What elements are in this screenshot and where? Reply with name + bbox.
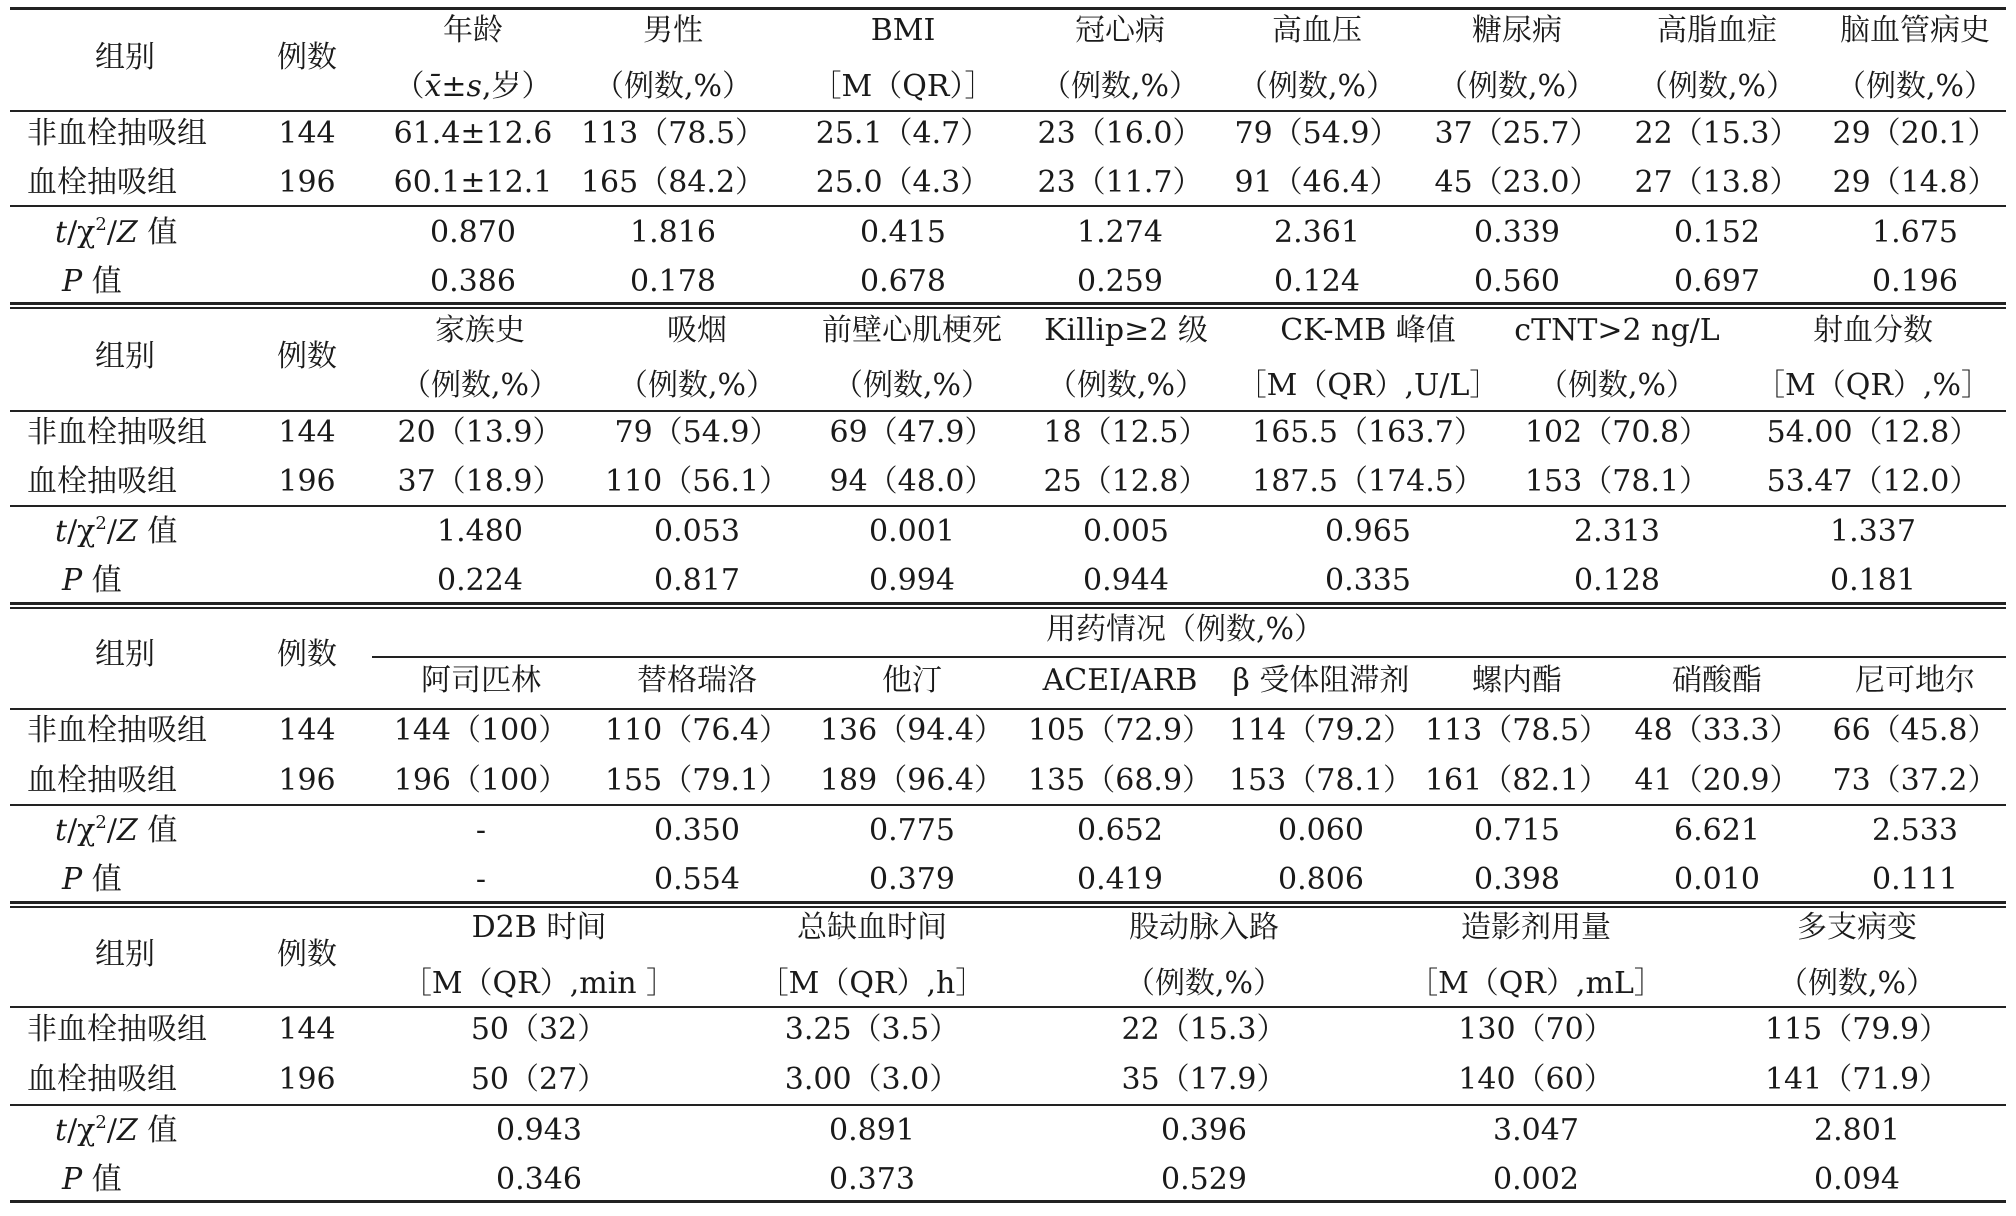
- col-header-beta-blocker: β 受体阻滞剂: [1232, 663, 1410, 698]
- col-header-statin: 他汀: [882, 663, 942, 698]
- s1-b-hyperlipidemia: 27（13.8）: [1634, 165, 1800, 200]
- stat-row-label: $t/\chi^2/Z$ 值: [55, 1112, 178, 1148]
- s1-p-age: 0.386: [430, 264, 516, 299]
- p-row-label: P 值: [62, 1162, 122, 1197]
- col-header-age: 年龄: [443, 13, 503, 48]
- stat-row-label: $t/\chi^2/Z$ 值: [55, 214, 178, 250]
- row-label-group-b: 血栓抽吸组: [27, 464, 177, 499]
- s2-stat-killip: 0.005: [1083, 514, 1169, 549]
- rule-header-4: [10, 1006, 2006, 1008]
- s3-b-aspirin: 196（100）: [393, 763, 569, 798]
- col-header-aspirin: 阿司匹林: [421, 663, 541, 698]
- s1-a-hypertension: 79（54.9）: [1234, 116, 1400, 151]
- col-header-smoking: 吸烟: [667, 313, 727, 348]
- s3-a-spironolactone: 113（78.5）: [1424, 713, 1610, 748]
- s2-a-ctnt: 102（70.8）: [1524, 415, 1710, 450]
- s3-b-nicorandil: 73（37.2）: [1832, 763, 1998, 798]
- s3-b-acei-arb: 135（68.9）: [1027, 763, 1213, 798]
- s3-a-beta-blocker: 114（79.2）: [1228, 713, 1414, 748]
- s1-p-diabetes: 0.560: [1474, 264, 1560, 299]
- s1-b-diabetes: 45（23.0）: [1434, 165, 1600, 200]
- s1-p-bmi: 0.678: [860, 264, 946, 299]
- s3-b-beta-blocker: 153（78.1）: [1228, 763, 1414, 798]
- s4-a-d2b-time: 50（32）: [470, 1012, 608, 1047]
- s3-p-nicorandil: 0.111: [1872, 862, 1958, 897]
- col-subheader-ctnt: （例数,%）: [1537, 368, 1697, 403]
- s4-a-femoral-access: 22（15.3）: [1121, 1012, 1287, 1047]
- p-row-label: P 值: [62, 862, 122, 897]
- s3-b-spironolactone: 161（82.1）: [1424, 763, 1610, 798]
- col-subheader-hypertension: （例数,%）: [1237, 69, 1397, 104]
- s2-b-anterior-mi: 94（48.0）: [829, 464, 995, 499]
- col-header-nicorandil: 尼可地尔: [1855, 663, 1975, 698]
- col-header-male: 男性: [643, 13, 703, 48]
- row-count-group-a: 144: [278, 116, 336, 151]
- s1-p-cerebrovascular: 0.196: [1872, 264, 1958, 299]
- s4-a-ischemia-time: 3.25（3.5）: [784, 1012, 960, 1047]
- s2-stat-ejection-fraction: 1.337: [1830, 514, 1916, 549]
- s3-p-spironolactone: 0.398: [1474, 862, 1560, 897]
- row-label-group-a: 非血栓抽吸组: [27, 116, 207, 151]
- col-header-d2b-time: D2B 时间: [471, 910, 607, 945]
- col-subheader-hyperlipidemia: （例数,%）: [1637, 69, 1797, 104]
- s3-p-nitrate: 0.010: [1674, 862, 1760, 897]
- s2-b-ejection-fraction: 53.47（12.0）: [1766, 464, 1980, 499]
- col-subheader-ischemia-time: ［M（QR）,h］: [758, 966, 986, 1001]
- rule-header-2: [10, 410, 2006, 412]
- s1-a-cerebrovascular: 29（20.1）: [1832, 116, 1998, 151]
- col-header-cerebrovascular: 脑血管病史: [1840, 13, 1990, 48]
- p-row-label: P 值: [62, 563, 122, 598]
- s1-p-chd: 0.259: [1077, 264, 1163, 299]
- s3-b-statin: 189（96.4）: [819, 763, 1005, 798]
- s1-b-bmi: 25.0（4.3）: [815, 165, 991, 200]
- rule-header-1: [10, 110, 2006, 112]
- s1-b-male: 165（84.2）: [580, 165, 766, 200]
- s4-p-femoral-access: 0.529: [1161, 1162, 1247, 1197]
- col-subheader-ejection-fraction: ［M（QR）,%］: [1755, 368, 1991, 403]
- s3-a-statin: 136（94.4）: [819, 713, 1005, 748]
- s4-b-contrast-volume: 140（60）: [1458, 1062, 1614, 1097]
- col-subheader-smoking: （例数,%）: [617, 368, 777, 403]
- col-header-ctnt: cTNT>2 ng/L: [1514, 313, 1720, 348]
- s3-a-nicorandil: 66（45.8）: [1832, 713, 1998, 748]
- rule-top: [10, 7, 2006, 10]
- s2-b-ctnt: 153（78.1）: [1524, 464, 1710, 499]
- s1-p-hypertension: 0.124: [1274, 264, 1360, 299]
- s1-a-hyperlipidemia: 22（15.3）: [1634, 116, 1800, 151]
- s4-stat-multivessel: 2.801: [1814, 1113, 1900, 1148]
- s3-a-acei-arb: 105（72.9）: [1027, 713, 1213, 748]
- col-subheader-chd: （例数,%）: [1040, 69, 1200, 104]
- s1-stat-hyperlipidemia: 0.152: [1674, 215, 1760, 250]
- rule-section-3: [10, 901, 2006, 904]
- s4-b-femoral-access: 35（17.9）: [1121, 1062, 1287, 1097]
- s1-a-chd: 23（16.0）: [1037, 116, 1203, 151]
- rule-section-1b: [10, 307, 2006, 309]
- s3-a-ticagrelor: 110（76.4）: [604, 713, 790, 748]
- s4-b-d2b-time: 50（27）: [470, 1062, 608, 1097]
- s2-p-ckmb: 0.335: [1325, 563, 1411, 598]
- s4-p-ischemia-time: 0.373: [829, 1162, 915, 1197]
- s2-p-family-history: 0.224: [437, 563, 523, 598]
- s1-p-hyperlipidemia: 0.697: [1674, 264, 1760, 299]
- col-subheader-multivessel: （例数,%）: [1777, 966, 1937, 1001]
- col-header-spironolactone: 螺内酯: [1472, 663, 1562, 698]
- s3-stat-spironolactone: 0.715: [1474, 813, 1560, 848]
- col-header-hypertension: 高血压: [1272, 13, 1362, 48]
- col-subheader-age: （x̄±s,岁）: [394, 69, 552, 104]
- s2-b-ckmb: 187.5（174.5）: [1252, 464, 1484, 499]
- row-count-group-a: 144: [278, 1012, 336, 1047]
- s4-b-ischemia-time: 3.00（3.0）: [784, 1062, 960, 1097]
- col-header-ticagrelor: 替格瑞洛: [637, 663, 757, 698]
- s4-stat-contrast-volume: 3.047: [1493, 1113, 1579, 1148]
- col-header-family-history: 家族史: [435, 313, 525, 348]
- col-subheader-contrast-volume: ［M（QR）,mL］: [1408, 966, 1664, 1001]
- s2-stat-smoking: 0.053: [654, 514, 740, 549]
- group-header: 组别: [95, 40, 155, 75]
- s2-p-ctnt: 0.128: [1574, 563, 1660, 598]
- s1-stat-male: 1.816: [630, 215, 716, 250]
- rule-section-2: [10, 602, 2006, 605]
- s2-stat-ctnt: 2.313: [1574, 514, 1660, 549]
- rule-data-4: [10, 1104, 2006, 1106]
- col-header-contrast-volume: 造影剂用量: [1461, 910, 1611, 945]
- s4-p-d2b-time: 0.346: [496, 1162, 582, 1197]
- s3-stat-nitrate: 6.621: [1674, 813, 1760, 848]
- s1-a-bmi: 25.1（4.7）: [815, 116, 991, 151]
- s3-a-aspirin: 144（100）: [393, 713, 569, 748]
- row-count-group-a: 144: [278, 415, 336, 450]
- s3-a-nitrate: 48（33.3）: [1634, 713, 1800, 748]
- row-label-group-b: 血栓抽吸组: [27, 1062, 177, 1097]
- col-header-killip: Killip≥2 级: [1044, 313, 1208, 348]
- s4-a-multivessel: 115（79.9）: [1764, 1012, 1950, 1047]
- col-header-ischemia-time: 总缺血时间: [797, 910, 947, 945]
- s1-stat-age: 0.870: [430, 215, 516, 250]
- col-subheader-cerebrovascular: （例数,%）: [1835, 69, 1995, 104]
- col-subheader-killip: （例数,%）: [1046, 368, 1206, 403]
- count-header: 例数: [277, 40, 337, 75]
- col-header-ejection-fraction: 射血分数: [1813, 313, 1933, 348]
- s1-p-male: 0.178: [630, 264, 716, 299]
- row-count-group-b: 196: [278, 464, 336, 499]
- s1-a-male: 113（78.5）: [580, 116, 766, 151]
- col-subheader-bmi: ［M（QR）］: [811, 69, 995, 104]
- count-header: 例数: [277, 339, 337, 374]
- s3-b-ticagrelor: 155（79.1）: [604, 763, 790, 798]
- group-header: 组别: [95, 937, 155, 972]
- rule-section-2b: [10, 607, 2006, 609]
- col-header-chd: 冠心病: [1075, 13, 1165, 48]
- row-count-group-a: 144: [278, 713, 336, 748]
- s3-b-nitrate: 41（20.9）: [1634, 763, 1800, 798]
- s2-stat-ckmb: 0.965: [1325, 514, 1411, 549]
- s2-b-smoking: 110（56.1）: [604, 464, 790, 499]
- row-count-group-b: 196: [278, 165, 336, 200]
- s2-b-family-history: 37（18.9）: [397, 464, 563, 499]
- rule-bottom: [10, 1200, 2006, 1203]
- count-header: 例数: [277, 637, 337, 672]
- s1-stat-bmi: 0.415: [860, 215, 946, 250]
- s3-stat-ticagrelor: 0.350: [654, 813, 740, 848]
- col-subheader-male: （例数,%）: [593, 69, 753, 104]
- col-header-multivessel: 多支病变: [1797, 910, 1917, 945]
- group-header: 组别: [95, 339, 155, 374]
- s2-a-smoking: 79（54.9）: [614, 415, 780, 450]
- s3-p-statin: 0.379: [869, 862, 955, 897]
- rule-span-underline: [372, 656, 2006, 658]
- s1-a-age: 61.4±12.6: [393, 116, 553, 151]
- rule-header-3: [10, 708, 2006, 710]
- medication-span-header: 用药情况（例数,%）: [1045, 612, 1325, 647]
- s2-a-anterior-mi: 69（47.9）: [829, 415, 995, 450]
- col-subheader-diabetes: （例数,%）: [1437, 69, 1597, 104]
- s3-stat-nicorandil: 2.533: [1872, 813, 1958, 848]
- rule-section-1: [10, 302, 2006, 305]
- s1-b-hypertension: 91（46.4）: [1234, 165, 1400, 200]
- s3-stat-beta-blocker: 0.060: [1278, 813, 1364, 848]
- s4-p-contrast-volume: 0.002: [1493, 1162, 1579, 1197]
- s1-stat-hypertension: 2.361: [1274, 215, 1360, 250]
- s1-stat-cerebrovascular: 1.675: [1872, 215, 1958, 250]
- s4-a-contrast-volume: 130（70）: [1458, 1012, 1614, 1047]
- row-label-group-b: 血栓抽吸组: [27, 165, 177, 200]
- col-header-acei-arb: ACEI/ARB: [1042, 663, 1198, 698]
- col-header-hyperlipidemia: 高脂血症: [1657, 13, 1777, 48]
- row-count-group-b: 196: [278, 1062, 336, 1097]
- s4-b-multivessel: 141（71.9）: [1764, 1062, 1950, 1097]
- s4-stat-d2b-time: 0.943: [496, 1113, 582, 1148]
- rule-data-2: [10, 505, 2006, 507]
- col-header-bmi: BMI: [870, 13, 936, 48]
- row-label-group-b: 血栓抽吸组: [27, 763, 177, 798]
- col-header-femoral-access: 股动脉入路: [1129, 910, 1279, 945]
- s4-stat-femoral-access: 0.396: [1161, 1113, 1247, 1148]
- s2-a-ckmb: 165.5（163.7）: [1252, 415, 1484, 450]
- stat-row-label: $t/\chi^2/Z$ 值: [55, 513, 178, 549]
- s2-b-killip: 25（12.8）: [1043, 464, 1209, 499]
- row-count-group-b: 196: [278, 763, 336, 798]
- s2-a-family-history: 20（13.9）: [397, 415, 563, 450]
- group-header: 组别: [95, 637, 155, 672]
- s2-stat-anterior-mi: 0.001: [869, 514, 955, 549]
- rule-data-1: [10, 205, 2006, 207]
- row-label-group-a: 非血栓抽吸组: [27, 1012, 207, 1047]
- col-subheader-femoral-access: （例数,%）: [1124, 966, 1284, 1001]
- s2-a-ejection-fraction: 54.00（12.8）: [1766, 415, 1980, 450]
- col-header-diabetes: 糖尿病: [1472, 13, 1562, 48]
- col-subheader-family-history: （例数,%）: [400, 368, 560, 403]
- s1-b-cerebrovascular: 29（14.8）: [1832, 165, 1998, 200]
- s2-stat-family-history: 1.480: [437, 514, 523, 549]
- s1-b-chd: 23（11.7）: [1037, 165, 1203, 200]
- col-header-anterior-mi: 前壁心肌梗死: [822, 313, 1002, 348]
- s3-p-ticagrelor: 0.554: [654, 862, 740, 897]
- col-header-ckmb: CK-MB 峰值: [1280, 313, 1456, 348]
- s3-p-beta-blocker: 0.806: [1278, 862, 1364, 897]
- s3-p-aspirin: -: [475, 862, 487, 897]
- row-label-group-a: 非血栓抽吸组: [27, 415, 207, 450]
- row-label-group-a: 非血栓抽吸组: [27, 713, 207, 748]
- stat-row-label: $t/\chi^2/Z$ 值: [55, 812, 178, 848]
- s1-a-diabetes: 37（25.7）: [1434, 116, 1600, 151]
- s3-stat-acei-arb: 0.652: [1077, 813, 1163, 848]
- count-header: 例数: [277, 937, 337, 972]
- col-subheader-anterior-mi: （例数,%）: [832, 368, 992, 403]
- col-subheader-ckmb: ［M（QR）,U/L］: [1236, 368, 1500, 403]
- col-header-nitrate: 硝酸酯: [1672, 663, 1762, 698]
- s3-stat-aspirin: -: [475, 813, 487, 848]
- rule-data-3: [10, 804, 2006, 806]
- s4-p-multivessel: 0.094: [1814, 1162, 1900, 1197]
- s1-b-age: 60.1±12.1: [393, 165, 553, 200]
- col-subheader-d2b-time: ［M（QR）,min ］: [401, 966, 677, 1001]
- s2-a-killip: 18（12.5）: [1043, 415, 1209, 450]
- p-row-label: P 值: [62, 264, 122, 299]
- s3-stat-statin: 0.775: [869, 813, 955, 848]
- s2-p-ejection-fraction: 0.181: [1830, 563, 1916, 598]
- s4-stat-ischemia-time: 0.891: [829, 1113, 915, 1148]
- rule-section-3b: [10, 906, 2006, 908]
- s2-p-smoking: 0.817: [654, 563, 740, 598]
- s1-stat-diabetes: 0.339: [1474, 215, 1560, 250]
- s2-p-anterior-mi: 0.994: [869, 563, 955, 598]
- s2-p-killip: 0.944: [1083, 563, 1169, 598]
- s3-p-acei-arb: 0.419: [1077, 862, 1163, 897]
- s1-stat-chd: 1.274: [1077, 215, 1163, 250]
